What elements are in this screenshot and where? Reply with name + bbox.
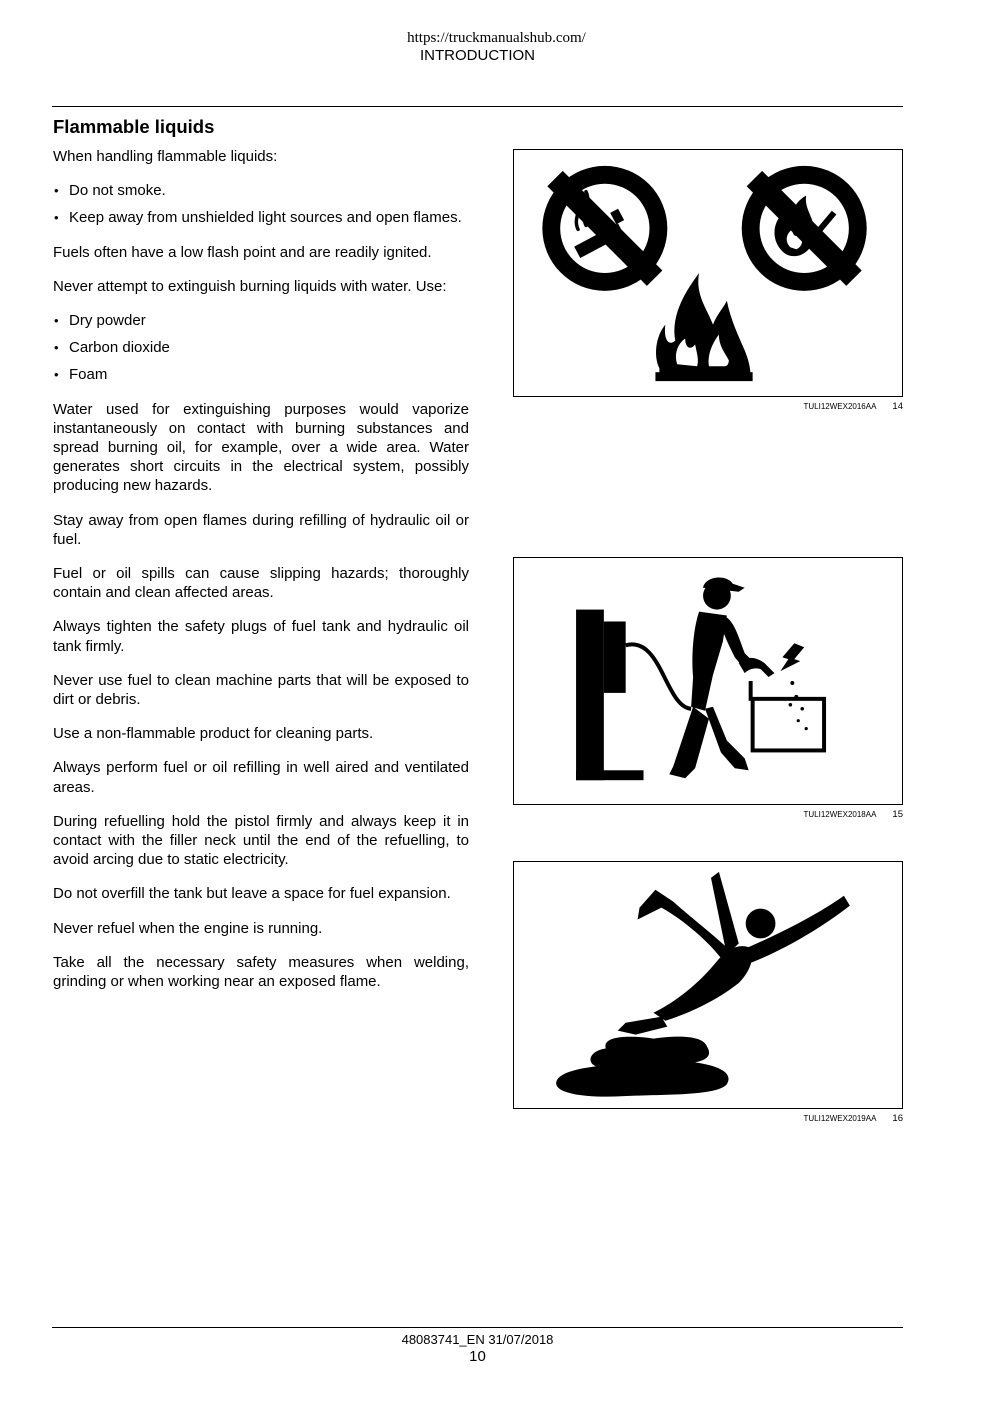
paragraph-pistol: During refuelling hold the pistol firmly and always keep it in contact with the filler neck until the end of the refuelling, to avoid arcing due to static electricity. <box>53 812 469 869</box>
figure-15-illustration <box>514 558 902 804</box>
figure-number: 16 <box>892 1113 903 1124</box>
figure-16-caption <box>700 1114 903 1124</box>
figure-15 <box>513 557 903 805</box>
figure-number: 14 <box>892 401 903 412</box>
paragraph-spills: Fuel or oil spills can cause slipping hazards; thoroughly contain and clean affected areas. <box>53 565 469 602</box>
paragraph-no-fuel-cleaning: Never use fuel to clean machine parts that will be exposed to dirt or debris. <box>53 671 469 709</box>
header-section-title: INTRODUCTION <box>420 47 535 64</box>
figure-16-illustration <box>514 862 902 1108</box>
paragraph-overfill: Do not overfill the tank but leave a space for fuel expansion. <box>53 885 451 903</box>
body-text-column <box>53 147 469 1006</box>
paragraph-engine-running: Never refuel when the engine is running. <box>53 919 323 937</box>
handling-rules-list <box>53 181 469 227</box>
list-item: • Dry powder <box>53 311 469 330</box>
figure-15-caption <box>700 810 903 820</box>
no-smoking-icon <box>542 166 667 291</box>
figure-14-illustration <box>514 150 902 396</box>
paragraph-nonflammable: Use a non-flammable product for cleaning parts. <box>53 725 374 743</box>
figure-number: 15 <box>892 809 903 820</box>
intro-paragraph: When handling flammable liquids: <box>53 148 278 165</box>
header-url: https://truckmanualshub.com/ <box>407 30 586 46</box>
list-item: • Keep away from unshielded light sources and open flames. <box>53 208 469 227</box>
figure-code: TULI12WEX2019AA <box>803 1114 877 1123</box>
no-open-flame-icon <box>742 166 867 291</box>
paragraph-welding: Take all the necessary safety measures when welding, grinding or when working near an exposed flame. <box>53 953 469 991</box>
figure-16 <box>513 861 903 1109</box>
section-title: Flammable liquids <box>53 116 215 137</box>
slipping-person-icon <box>556 872 850 1097</box>
list-item: • Foam <box>53 365 469 384</box>
document-reference: 48083741_EN 31/07/2018 <box>401 1332 554 1347</box>
figure-14-caption <box>700 402 903 412</box>
paragraph-no-water: Never attempt to extinguish burning liquids with water. Use: <box>53 277 447 295</box>
refueling-person-icon <box>576 577 824 780</box>
list-item: • Do not smoke. <box>53 181 469 200</box>
paragraph-flash-point: Fuels often have a low flash point and are readily ignited. <box>53 243 432 261</box>
paragraph-stay-away: Stay away from open flames during refilling of hydraulic oil or fuel. <box>53 511 469 548</box>
flame-icon <box>655 273 752 381</box>
figure-code: TULI12WEX2018AA <box>803 810 877 819</box>
footer-divider <box>52 1327 903 1328</box>
paragraph-safety-plugs: Always tighten the safety plugs of fuel tank and hydraulic oil tank firmly. <box>53 618 469 655</box>
paragraph-ventilated: Always perform fuel or oil refilling in well aired and ventilated areas. <box>53 759 469 796</box>
page-number: 10 <box>469 1348 486 1365</box>
figure-code: TULI12WEX2016AA <box>803 402 877 411</box>
list-item: • Carbon dioxide <box>53 338 469 357</box>
extinguisher-list <box>53 311 469 385</box>
header-divider <box>52 106 903 107</box>
figure-14 <box>513 149 903 397</box>
paragraph-water-hazard: Water used for extinguishing purposes would vaporize instantaneously on contact with burning substances and spread burning oil, for example, over a wide area. Water generates short circuits in the electrical system, possibly producing new hazards. <box>53 400 469 495</box>
